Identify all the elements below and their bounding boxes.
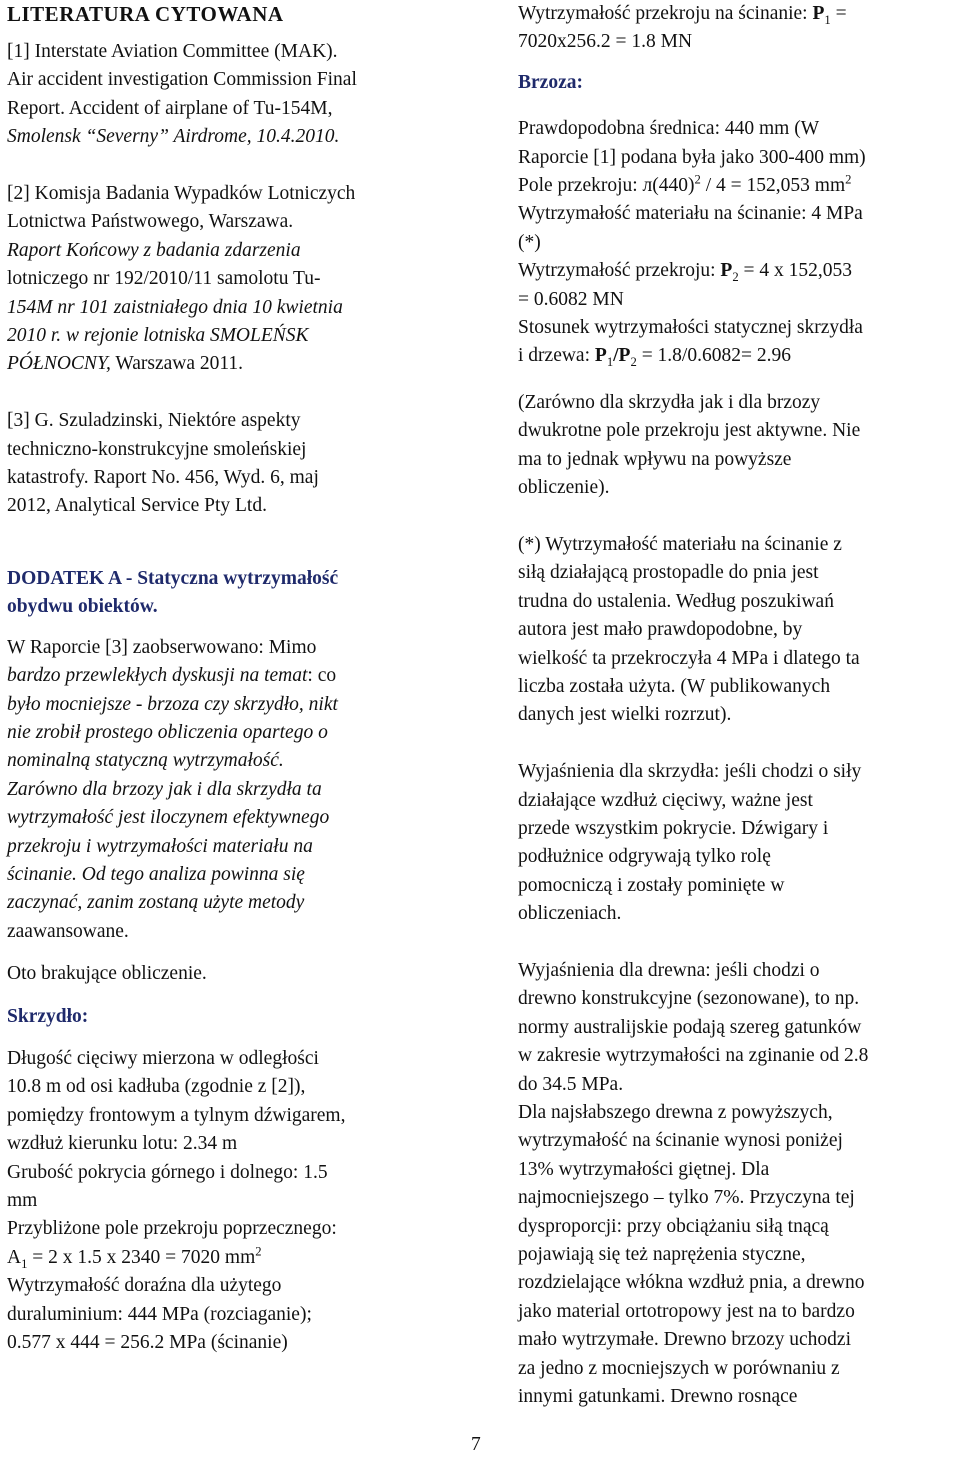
birch-strength-formula: Wytrzymałość przekroju: $P_2 = 4$ x 152,053	[518, 260, 853, 285]
para1-line: zaczynać, zanim zostaną użyte metody	[7, 892, 305, 914]
ref3-line: [3] G. Szuladzinski, Niektóre aspekty	[7, 410, 301, 432]
wood-expl-line: pojawiają się też naprężenia styczne,	[518, 1244, 806, 1266]
birch-heading: Brzoza:	[518, 71, 583, 93]
shear-strength-footnote	[518, 531, 960, 730]
ref2-line: lotniczego nr 192/2010/11 samolotu Tu-	[7, 268, 321, 290]
wing-expl-line: przede wszystkim pokrycie. Dźwigary i	[518, 817, 829, 839]
wing-line: pomiędzy frontowym a tylnym dźwigarem,	[7, 1104, 346, 1126]
wing-line: Wytrzymałość doraźna dla użytego	[7, 1275, 282, 1297]
wing-line: wzdłuż kierunku lotu: 2.34 m	[7, 1133, 238, 1155]
shear-line: Wytrzymałość przekroju na ścinanie: $P_1$ =	[518, 3, 847, 27]
note1-line: obliczenie).	[518, 477, 610, 499]
note2-line: autora jest mało prawdopodobne, by	[518, 619, 803, 641]
wood-expl-line: w zakresie wytrzymałości na zginanie od 2.8	[518, 1045, 869, 1067]
ref3-line: 2012, Analytical Service Pty Ltd.	[7, 495, 267, 517]
ref3-line: techniczno-konstrukcyjne smoleńskiej	[7, 438, 307, 460]
ref2-line: Raport Końcowy z badania zdarzenia	[7, 239, 301, 261]
ref2-line: [2] Komisja Badania Wypadków Lotniczych	[7, 183, 356, 205]
wing-line: mm	[7, 1190, 38, 1211]
birch-line: Raporcie [1] podana była jako 300-400 mm)	[518, 146, 866, 168]
note1-line: dwukrotne pole przekroju jest aktywne. Nie	[518, 420, 861, 442]
note1-line: (Zarówno dla skrzydła jak i dla brzozy	[518, 391, 821, 413]
birch-area-formula: Pole przekroju: $л(440)^2 / 4 = 152,053$ $mm^2$	[518, 172, 852, 197]
wing-expl-line: podłużnice odgrywają tylko rolę	[518, 846, 771, 868]
wood-explanation	[518, 957, 960, 1412]
wood-expl-line: mało wytrzymałe. Drewno brzozy uchodzi	[518, 1329, 852, 1351]
para1-line: przekroju i wytrzymałości materiału na	[7, 835, 313, 857]
ref2-line: 154M nr 101 zaistniałego dnia 10 kwietnia	[7, 296, 343, 318]
shear-strength-formula	[518, 0, 960, 57]
wing-line: 10.8 m od osi kadłuba (zgodnie z [2]),	[7, 1076, 306, 1098]
para1-line: nominalną statyczną wytrzymałość.	[7, 750, 284, 772]
wing-expl-line: Wyjaśnienia dla skrzydła: jeśli chodzi o siły	[518, 761, 862, 783]
para1-line: nie zrobił prostego obliczenia opartego o	[7, 721, 328, 743]
birch-line: Wytrzymałość materiału na ścinanie: 4 MPa	[518, 203, 863, 225]
note2-line: siłą działającą prostopadle do pnia jest	[518, 562, 819, 584]
para1-line: wytrzymałość jest iloczynem efektywnego	[7, 807, 330, 829]
reference-2	[7, 180, 447, 379]
wood-expl-line: rozdzielające włókna wzdłuż pnia, a drewno	[518, 1272, 865, 1294]
wood-expl-line: Dla najsłabszego drewna z powyższych,	[518, 1101, 833, 1123]
reference-1	[7, 38, 447, 152]
birch-line: Stosunek wytrzymałości statycznej skrzydła	[518, 317, 863, 339]
para1-line: W Raporcie [3] zaobserwowano: Mimo	[7, 636, 317, 658]
wood-expl-line: 13% wytrzymałości giętnej. Dla	[518, 1158, 770, 1180]
wing-line: duraluminium: 444 MPa (rozciaganie);	[7, 1303, 312, 1325]
birch-line: Prawdopodobna średnica: 440 mm (W	[518, 118, 820, 140]
wood-expl-line: jako material ortotropowy jest na to bardzo	[518, 1300, 855, 1322]
reference-3	[7, 407, 447, 521]
wing-line: 0.577 x 444 = 256.2 MPa (ścinanie)	[7, 1332, 288, 1354]
wing-heading: Skrzydło:	[7, 1005, 89, 1027]
wood-expl-line: do 34.5 MPa.	[518, 1073, 624, 1095]
para1-line: zaawansowane.	[7, 920, 129, 942]
wood-expl-line: za jedno z mocniejszych w porównaniu z	[518, 1357, 840, 1379]
wood-expl-line: dysproporcji: przy obciążaniu siłą tnącą	[518, 1215, 829, 1237]
double-area-note	[518, 389, 960, 503]
birch-line: (*)	[518, 231, 541, 253]
wing-expl-line: działające wzdłuż cięciwy, ważne jest	[518, 789, 813, 811]
wing-expl-line: pomocniczą i zostały pominięte w	[518, 874, 785, 896]
left-column	[7, 0, 447, 1357]
wing-expl-line: obliczeniach.	[518, 903, 622, 925]
shear-line: 7020x256.2 = 1.8 MN	[518, 31, 693, 53]
wing-calculation	[7, 1045, 447, 1357]
ref3-line: katastrofy. Raport No. 456, Wyd. 6, maj	[7, 467, 319, 489]
ref2-line: PÓŁNOCNY, Warszawa 2011.	[7, 353, 244, 375]
appendix-heading: DODATEK A - Statyczna wytrzymałość obydwu obiektów.	[7, 567, 339, 618]
note2-line: danych jest wielki rozrzut).	[518, 704, 732, 726]
wing-line: Grubość pokrycia górnego i dolnego: 1.5	[7, 1161, 328, 1183]
wing-explanation	[518, 758, 960, 928]
para1-line: było mocniejsze - brzoza czy skrzydło, nikt	[7, 693, 338, 715]
wood-expl-line: drewno konstrukcyjne (sezonowane), to np.	[518, 988, 860, 1010]
wood-expl-line: innymi gatunkami. Drewno rosnące	[518, 1386, 798, 1408]
wing-line: Przybliżone pole przekroju poprzecznego:	[7, 1218, 337, 1240]
wood-expl-line: wytrzymałość na ścinanie wynosi poniżej	[518, 1130, 843, 1152]
ref1-line: Report. Accident of airplane of Tu-154M,	[7, 97, 333, 119]
missing-calculation-line: Oto brakujące obliczenie.	[7, 963, 207, 985]
note1-line: ma to jednak wpływu na powyższe	[518, 448, 792, 470]
right-column	[518, 0, 960, 1411]
strength-ratio-formula: i drzewa: $P_1/P_2 = 1.8/0.6082= 2.96$	[518, 345, 791, 370]
wood-expl-line: normy australijskie podają szereg gatunków	[518, 1016, 862, 1038]
references-heading: LITERATURA CYTOWANA	[7, 2, 284, 26]
wing-area-formula: $A_1 = 2$ x 1.5 x 2340 = 7020 $mm^2$	[7, 1244, 262, 1271]
ref1-line: Smolensk “Severny” Airdrome, 10.4.2010.	[7, 126, 340, 148]
wing-line: Długość cięciwy mierzona w odległości	[7, 1047, 319, 1069]
wood-expl-line: najmocniejszego – tylko 7%. Przyczyna tej	[518, 1187, 855, 1209]
ref2-line: 2010 r. w rejonie lotniska SMOLEŃSK	[7, 325, 309, 347]
ref1-line: [1] Interstate Aviation Committee (MAK).	[7, 41, 338, 62]
note2-line: (*) Wytrzymałość materiału na ścinanie z	[518, 533, 842, 555]
birch-line: = 0.6082 MN	[518, 288, 624, 310]
note2-line: trudna do ustalenia. Według poszukiwań	[518, 590, 834, 612]
wood-expl-line: Wyjaśnienia dla drewna: jeśli chodzi o	[518, 959, 820, 981]
note2-line: liczba została użyta. (W publikowanych	[518, 675, 831, 697]
note2-line: wielkość ta przekroczyła 4 MPa i dlatego ta	[518, 647, 860, 669]
para1-line: ścinanie. Od tego analiza powinna się	[7, 863, 305, 885]
para1-line: Zarówno dla brzozy jak i dla skrzydła ta	[7, 778, 322, 800]
report-quote-paragraph	[7, 634, 447, 946]
ref1-line: Air accident investigation Commission Final	[7, 69, 357, 91]
para1-line: bardzo przewlekłych dyskusji na temat: co	[7, 665, 337, 687]
ref2-line: Lotnictwa Państwowego, Warszawa.	[7, 211, 294, 233]
page-number: 7	[471, 1434, 481, 1455]
birch-calculation	[518, 115, 960, 371]
